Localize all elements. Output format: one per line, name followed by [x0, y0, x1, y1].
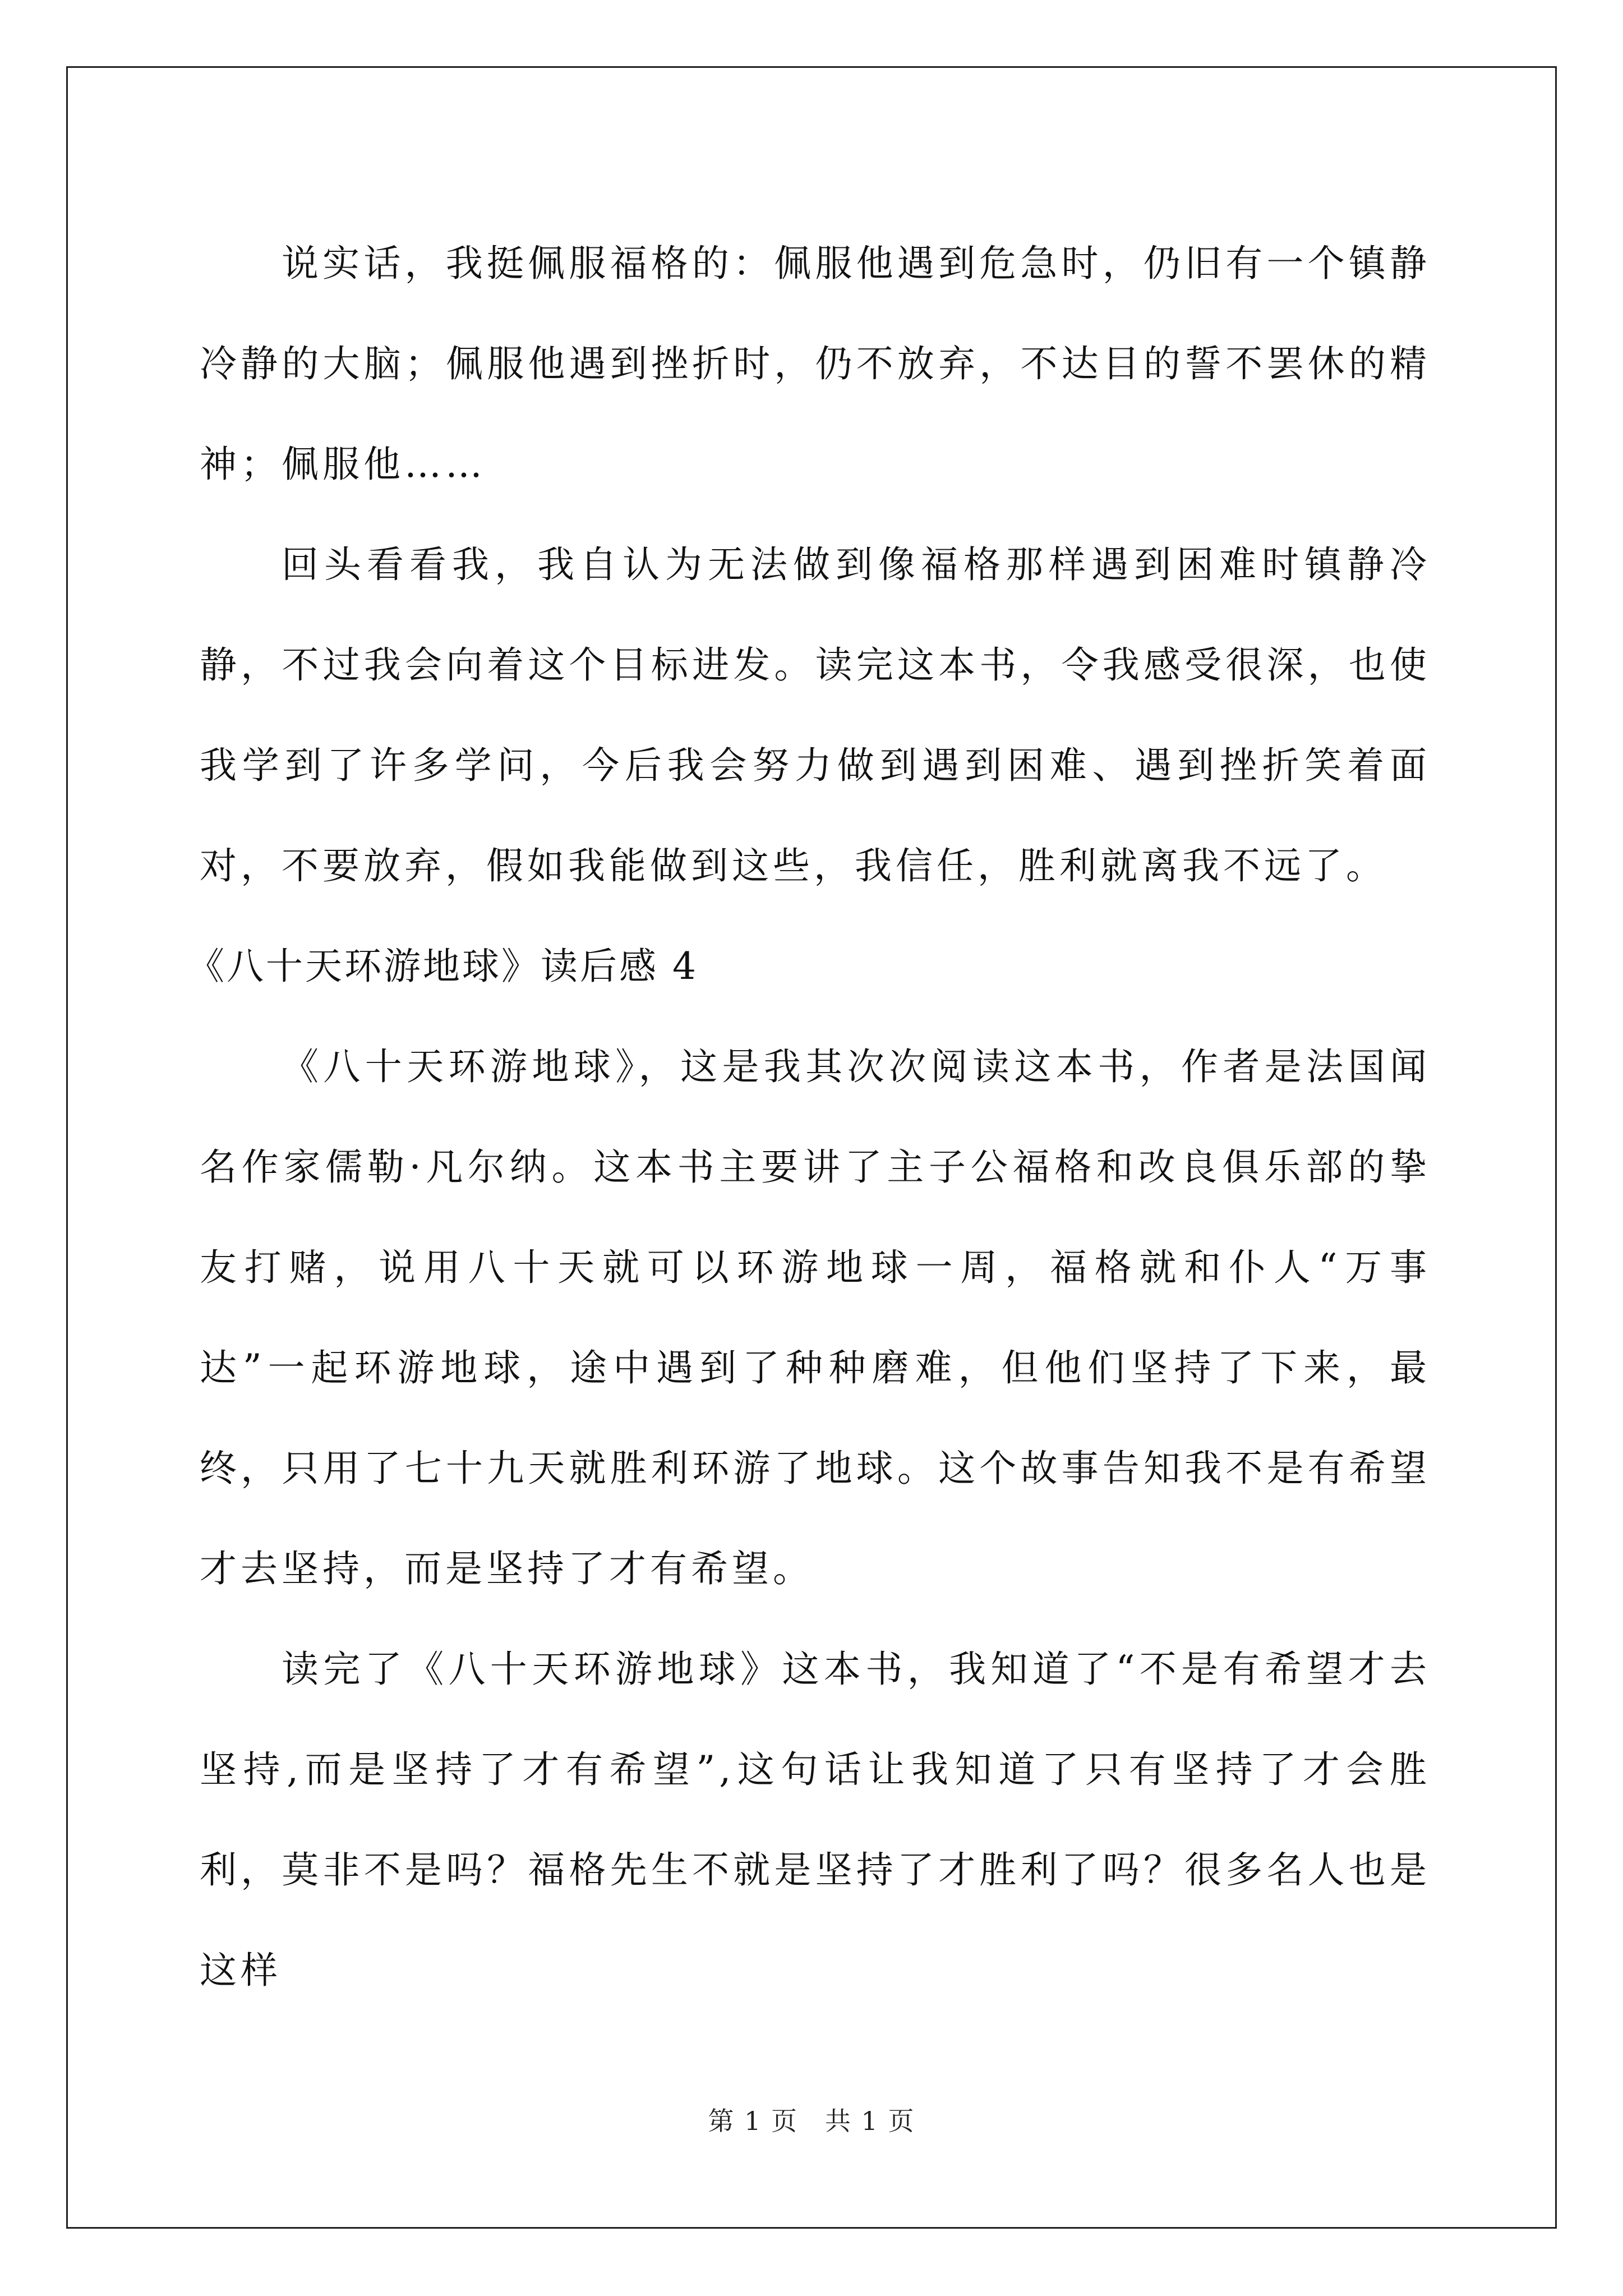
paragraph-book-summary: 《八十天环游地球》，这是我其次次阅读这本书，作者是法国闻名作家儒勒·凡尔纳。这本书主要讲了主子公福格和改良俱乐部的挚友打赌，说用八十天就可以环游地球一周，福格就和仆人“万事达”一起环游地球，途中遇到了种种磨难，但他们坚持了下来，最终，只用了七十九天就胜利环游了地球。这个故事告知我不是有希望才去坚持，而是坚持了才有希望。: [200, 1045, 1431, 1590]
paragraph-after-reading: 读完了《八十天环游地球》这本书，我知道了“不是有希望才去坚持,而是坚持了才有希望”,这句话让我知道了只有坚持了才会胜利，莫非不是吗？福格先生不就是坚持了才胜利了吗？很多名人也是这样: [200, 1648, 1431, 1992]
section-title: 《八十天环游地球》读后感 4: [187, 945, 698, 988]
page-number: 第 1 页 共 1 页: [708, 2106, 915, 2136]
paragraph-reflection: 回头看看我，我自认为无法做到像福格那样遇到困难时镇静冷静，不过我会向着这个目标进发。读完这本书，令我感受很深，也使我学到了许多学问，今后我会努力做到遇到困难、遇到挫折笑着面对，不要放弃，假如我能做到这些，我信任，胜利就离我不远了。: [200, 543, 1431, 887]
paragraph-admiration: 说实话，我挺佩服福格的：佩服他遇到危急时，仍旧有一个镇静冷静的大脑；佩服他遇到挫折时，仍不放弃，不达目的誓不罢休的精神；佩服他……: [200, 242, 1431, 486]
document-body: [187, 213, 1431, 2021]
